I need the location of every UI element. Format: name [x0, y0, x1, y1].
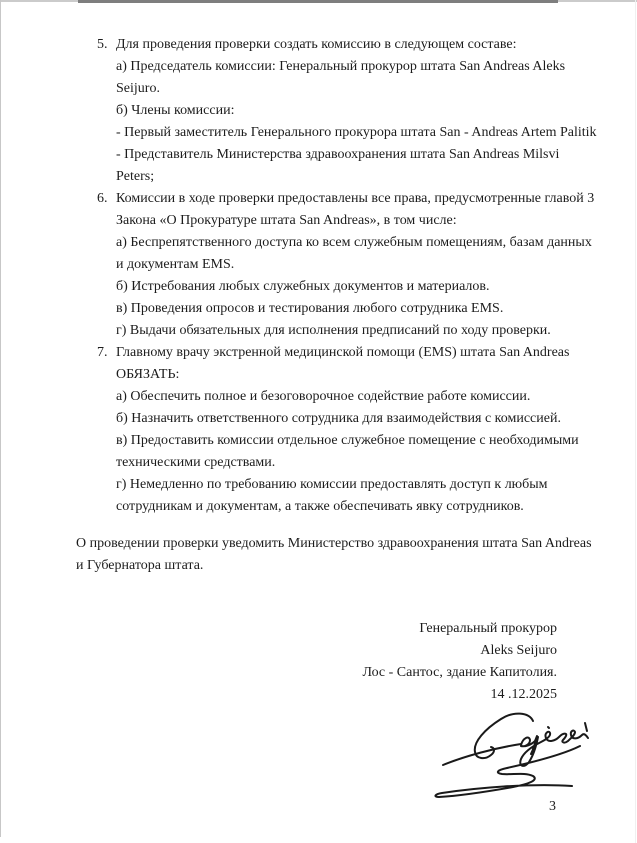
ordered-list-item-5: [97, 34, 597, 188]
text-line: ОБЯЗАТЬ:: [116, 367, 180, 382]
text-line: - Первый заместитель Генерального прокурора штата San - Andreas Artem Palitik: [116, 125, 597, 140]
document-body: [97, 34, 597, 518]
handwritten-signature: [425, 704, 610, 804]
text-line: и Губернатора штата.: [76, 558, 204, 573]
signatory-location: Лос - Сантос, здание Капитолия.: [362, 665, 557, 680]
text-line: Комиссии в ходе проверки предоставлены все права, предусмотренные главой 3: [116, 191, 595, 206]
text-line: Seijuro.: [116, 81, 160, 96]
page-number: 3: [549, 799, 556, 814]
text-line: б) Истребования любых служебных документов и материалов.: [116, 279, 490, 294]
page-left-edge: [0, 0, 1, 837]
text-line: а) Беспрепятственного доступа ко всем служебным помещениям, базам данных: [116, 235, 592, 250]
ordered-list-item-6: [97, 188, 597, 342]
text-line: Закона «О Прокуратуре штата San Andreas», в том числе:: [116, 213, 457, 228]
signatory-title: Генеральный прокурор: [419, 621, 557, 636]
text-line: б) Назначить ответственного сотрудника для взаимодействия с комиссией.: [116, 411, 561, 426]
text-line: в) Предоставить комиссии отдельное служебное помещение с необходимыми: [116, 433, 579, 448]
text-line: а) Обеспечить полное и безоговорочное содействие работе комиссии.: [116, 389, 531, 404]
list-item-number: 5.: [97, 37, 108, 52]
text-line: г) Выдачи обязательных для исполнения предписаний по ходу проверки.: [116, 323, 551, 338]
text-line: техническими средствами.: [116, 455, 276, 470]
text-line: б) Члены комиссии:: [116, 103, 235, 118]
closing-paragraph: [76, 533, 592, 577]
text-line: г) Немедленно по требованию комиссии предоставлять доступ к любым: [116, 477, 548, 492]
text-line: а) Председатель комиссии: Генеральный прокурор штата San Andreas Aleks: [116, 59, 566, 74]
signature-scribble: [425, 704, 610, 804]
text-line: - Представитель Министерства здравоохранения штата San Andreas Milsvi: [116, 147, 560, 162]
page-top-divider: [78, 0, 558, 3]
text-line: Для проведения проверки создать комиссию в следующем составе:: [116, 37, 517, 52]
signature-block: [362, 618, 557, 706]
page-right-edge: [635, 0, 636, 843]
signatory-name: Aleks Seijuro: [480, 643, 557, 658]
text-line: в) Проведения опросов и тестирования любого сотрудника EMS.: [116, 301, 504, 316]
list-item-number: 6.: [97, 191, 108, 206]
list-item-number: 7.: [97, 345, 108, 360]
ordered-list-item-7: [97, 342, 597, 518]
text-line: сотрудникам и документам, а также обеспечивать явку сотрудников.: [116, 499, 524, 514]
text-line: Peters;: [116, 169, 155, 184]
text-line: О проведении проверки уведомить Министерство здравоохранения штата San Andreas: [76, 536, 592, 551]
text-line: Главному врачу экстренной медицинской помощи (EMS) штата San Andreas: [116, 345, 570, 360]
text-line: и документам EMS.: [116, 257, 235, 272]
signature-date: 14 .12.2025: [490, 687, 557, 702]
